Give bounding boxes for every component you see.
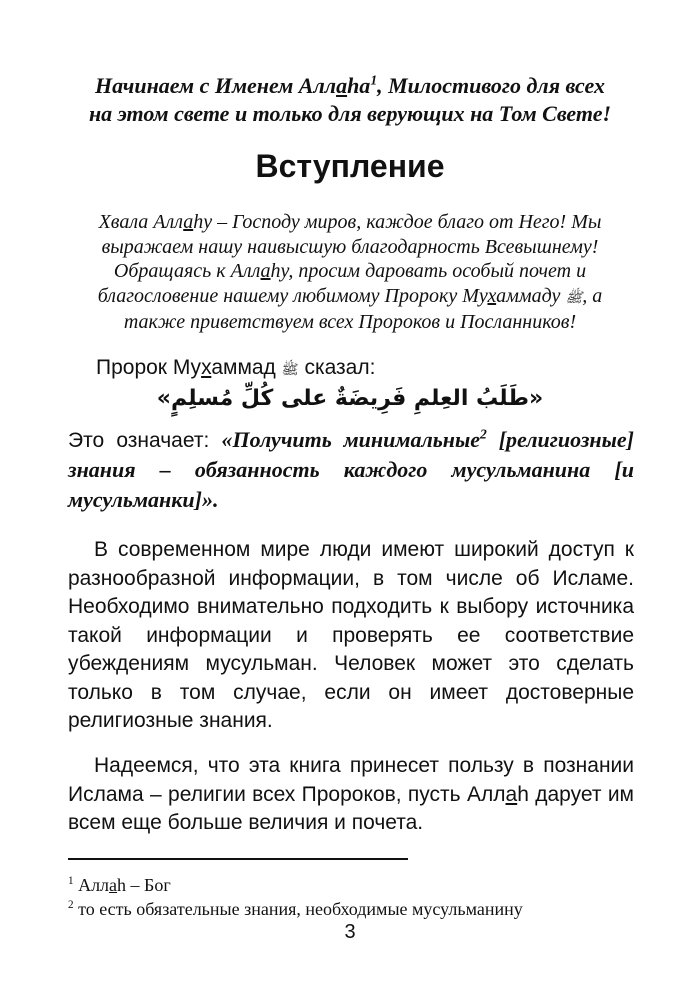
footnote-number: 2: [68, 899, 74, 911]
page-number: 3: [344, 921, 356, 943]
bismillah-underlined-letter: а: [336, 73, 348, 98]
intro-underlined-letter: х: [487, 284, 497, 307]
meaning-quote-part: «Получить минимальные: [221, 427, 481, 452]
hadith-arabic: «طَلَبُ العِلمِ فَرِيضَةٌ على كُلِّ مُسلِمٍ»: [156, 386, 544, 411]
intro-underlined-letter: а: [183, 211, 194, 233]
footnote-text: то есть обязательные знания, необходимые мусульманину: [73, 899, 523, 919]
body-paragraph-1: В современном мире люди имеют широкий доступ к разнообразной информации, в том числе об Исламе. Необходимо внимательно подходить к выбору источника такой информации и проверять ее соответствие убеждениям мусульман. Человек может это сделать только в том случае, если он имеет достоверные религиозные знания.: [68, 538, 634, 732]
bismillah-heading: [50, 72, 650, 128]
said-underlined-letter: х: [201, 356, 212, 379]
salawat-seal-icon: ﷺ: [565, 289, 583, 306]
said-text: аммад: [211, 356, 276, 379]
footnote-text: h – Бог: [117, 875, 171, 895]
hadith-meaning: [68, 425, 634, 515]
body-paragraph-2: [68, 752, 634, 838]
intro-underlined-letter: а: [260, 260, 271, 282]
footnote-divider: [68, 858, 408, 860]
footnote-underlined-letter: а: [109, 875, 118, 895]
footnote-ref-2[interactable]: 2: [480, 426, 487, 442]
bismillah-text-part: Начинаем с Именем Алл: [94, 73, 337, 98]
bismillah-line-2: на этом свете и только для верующих на Том Свете!: [88, 101, 612, 126]
intro-text: Обращаясь к Алл: [113, 260, 261, 282]
footnote-2: [68, 898, 523, 920]
page-title: Вступление: [255, 148, 445, 184]
intro-paragraph: [66, 210, 634, 335]
intro-text: Хвала Алл: [98, 211, 184, 233]
paragraph-underlined-letter: а: [505, 782, 518, 806]
intro-text: , а: [582, 284, 603, 307]
said-text: Пророк Му: [96, 356, 202, 379]
intro-text: hу – Господу миров, каждое благо от Него! Мы: [193, 211, 602, 233]
meaning-quote-part: [религиозные] знания – обязанность каждого мусульманина [и мусульманки]».: [68, 427, 634, 512]
footnote-1: [68, 874, 171, 896]
footnote-text: Алл: [73, 875, 110, 895]
salawat-seal-icon: ﷺ: [281, 362, 299, 378]
said-text: сказал:: [304, 356, 376, 379]
paragraph-text: h дарует им всем еще больше величия и почета.: [68, 782, 634, 834]
bismillah-text-part: hа: [347, 73, 371, 98]
footnote-ref-1[interactable]: 1: [370, 72, 378, 88]
intro-text: аммаду: [496, 284, 561, 307]
footnote-number: 1: [68, 875, 74, 887]
paragraph-text: Надеемся, что эта книга принесет пользу в познании Ислама – религии всех Пророков, пусть Алл: [68, 754, 634, 806]
intro-text: hу, просим даровать особый почет и: [270, 260, 587, 282]
prophet-said-line: [96, 355, 375, 383]
intro-text: также приветствуем всех Пророков и Посланников!: [123, 311, 577, 333]
intro-text: благословение нашему любимому Пророку Му: [97, 284, 488, 307]
intro-text: выражаем нашу наивысшую благодарность Всевышнему!: [101, 235, 599, 258]
meaning-label: Это означает:: [68, 429, 210, 452]
bismillah-text-part: , Милостивого для всех: [377, 73, 606, 98]
